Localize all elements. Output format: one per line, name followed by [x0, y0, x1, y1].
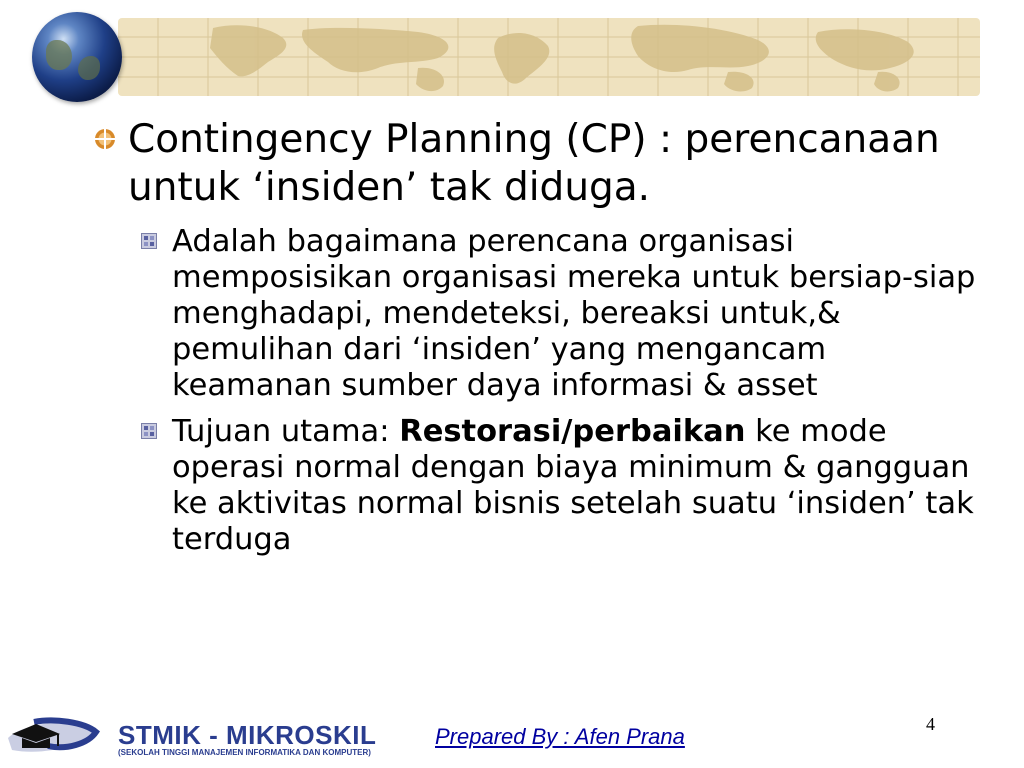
logo-title: STMIK - MIKROSKIL: [118, 720, 377, 750]
sub-point-suffix: ke mode operasi normal dengan biaya minimum & gangguan ke aktivitas normal bisnis setelah suatu ‘insiden’ tak terduga: [172, 414, 974, 557]
world-map-icon: [118, 18, 980, 96]
compass-bullet-icon: [94, 128, 116, 150]
sub-point-prefix: Tujuan utama:: [172, 414, 400, 449]
square-bullet-icon: [141, 423, 157, 439]
footer-logo: [0, 708, 420, 760]
sub-bullet-point: [136, 224, 992, 404]
sub-point-text: Adalah bagaimana perencana organisasi memposisikan organisasi mereka untuk bersiap-siap menghadapi, mendeteksi, bereaksi untuk,& pemulihan dari ‘insiden’ yang mengancam keamanan sumber daya informasi & asset: [172, 224, 976, 403]
prepared-by-link[interactable]: Prepared By : Afen Prana: [435, 724, 685, 749]
main-bullet-point: [92, 116, 992, 212]
logo-subtitle: (SEKOLAH TINGGI MANAJEMEN INFORMATIKA DAN KOMPUTER): [118, 748, 371, 757]
slide-content: [92, 116, 992, 568]
sub-point-emphasis: Restorasi/perbaikan: [399, 414, 746, 449]
main-point-text: Contingency Planning (CP) : perencanaan untuk ‘insiden’ tak diduga.: [128, 117, 940, 210]
page-number: 4: [926, 714, 935, 734]
mortarboard-icon: [4, 716, 100, 756]
globe-icon: [32, 12, 122, 102]
sub-bullet-point: [136, 414, 992, 558]
square-bullet-icon: [141, 233, 157, 249]
